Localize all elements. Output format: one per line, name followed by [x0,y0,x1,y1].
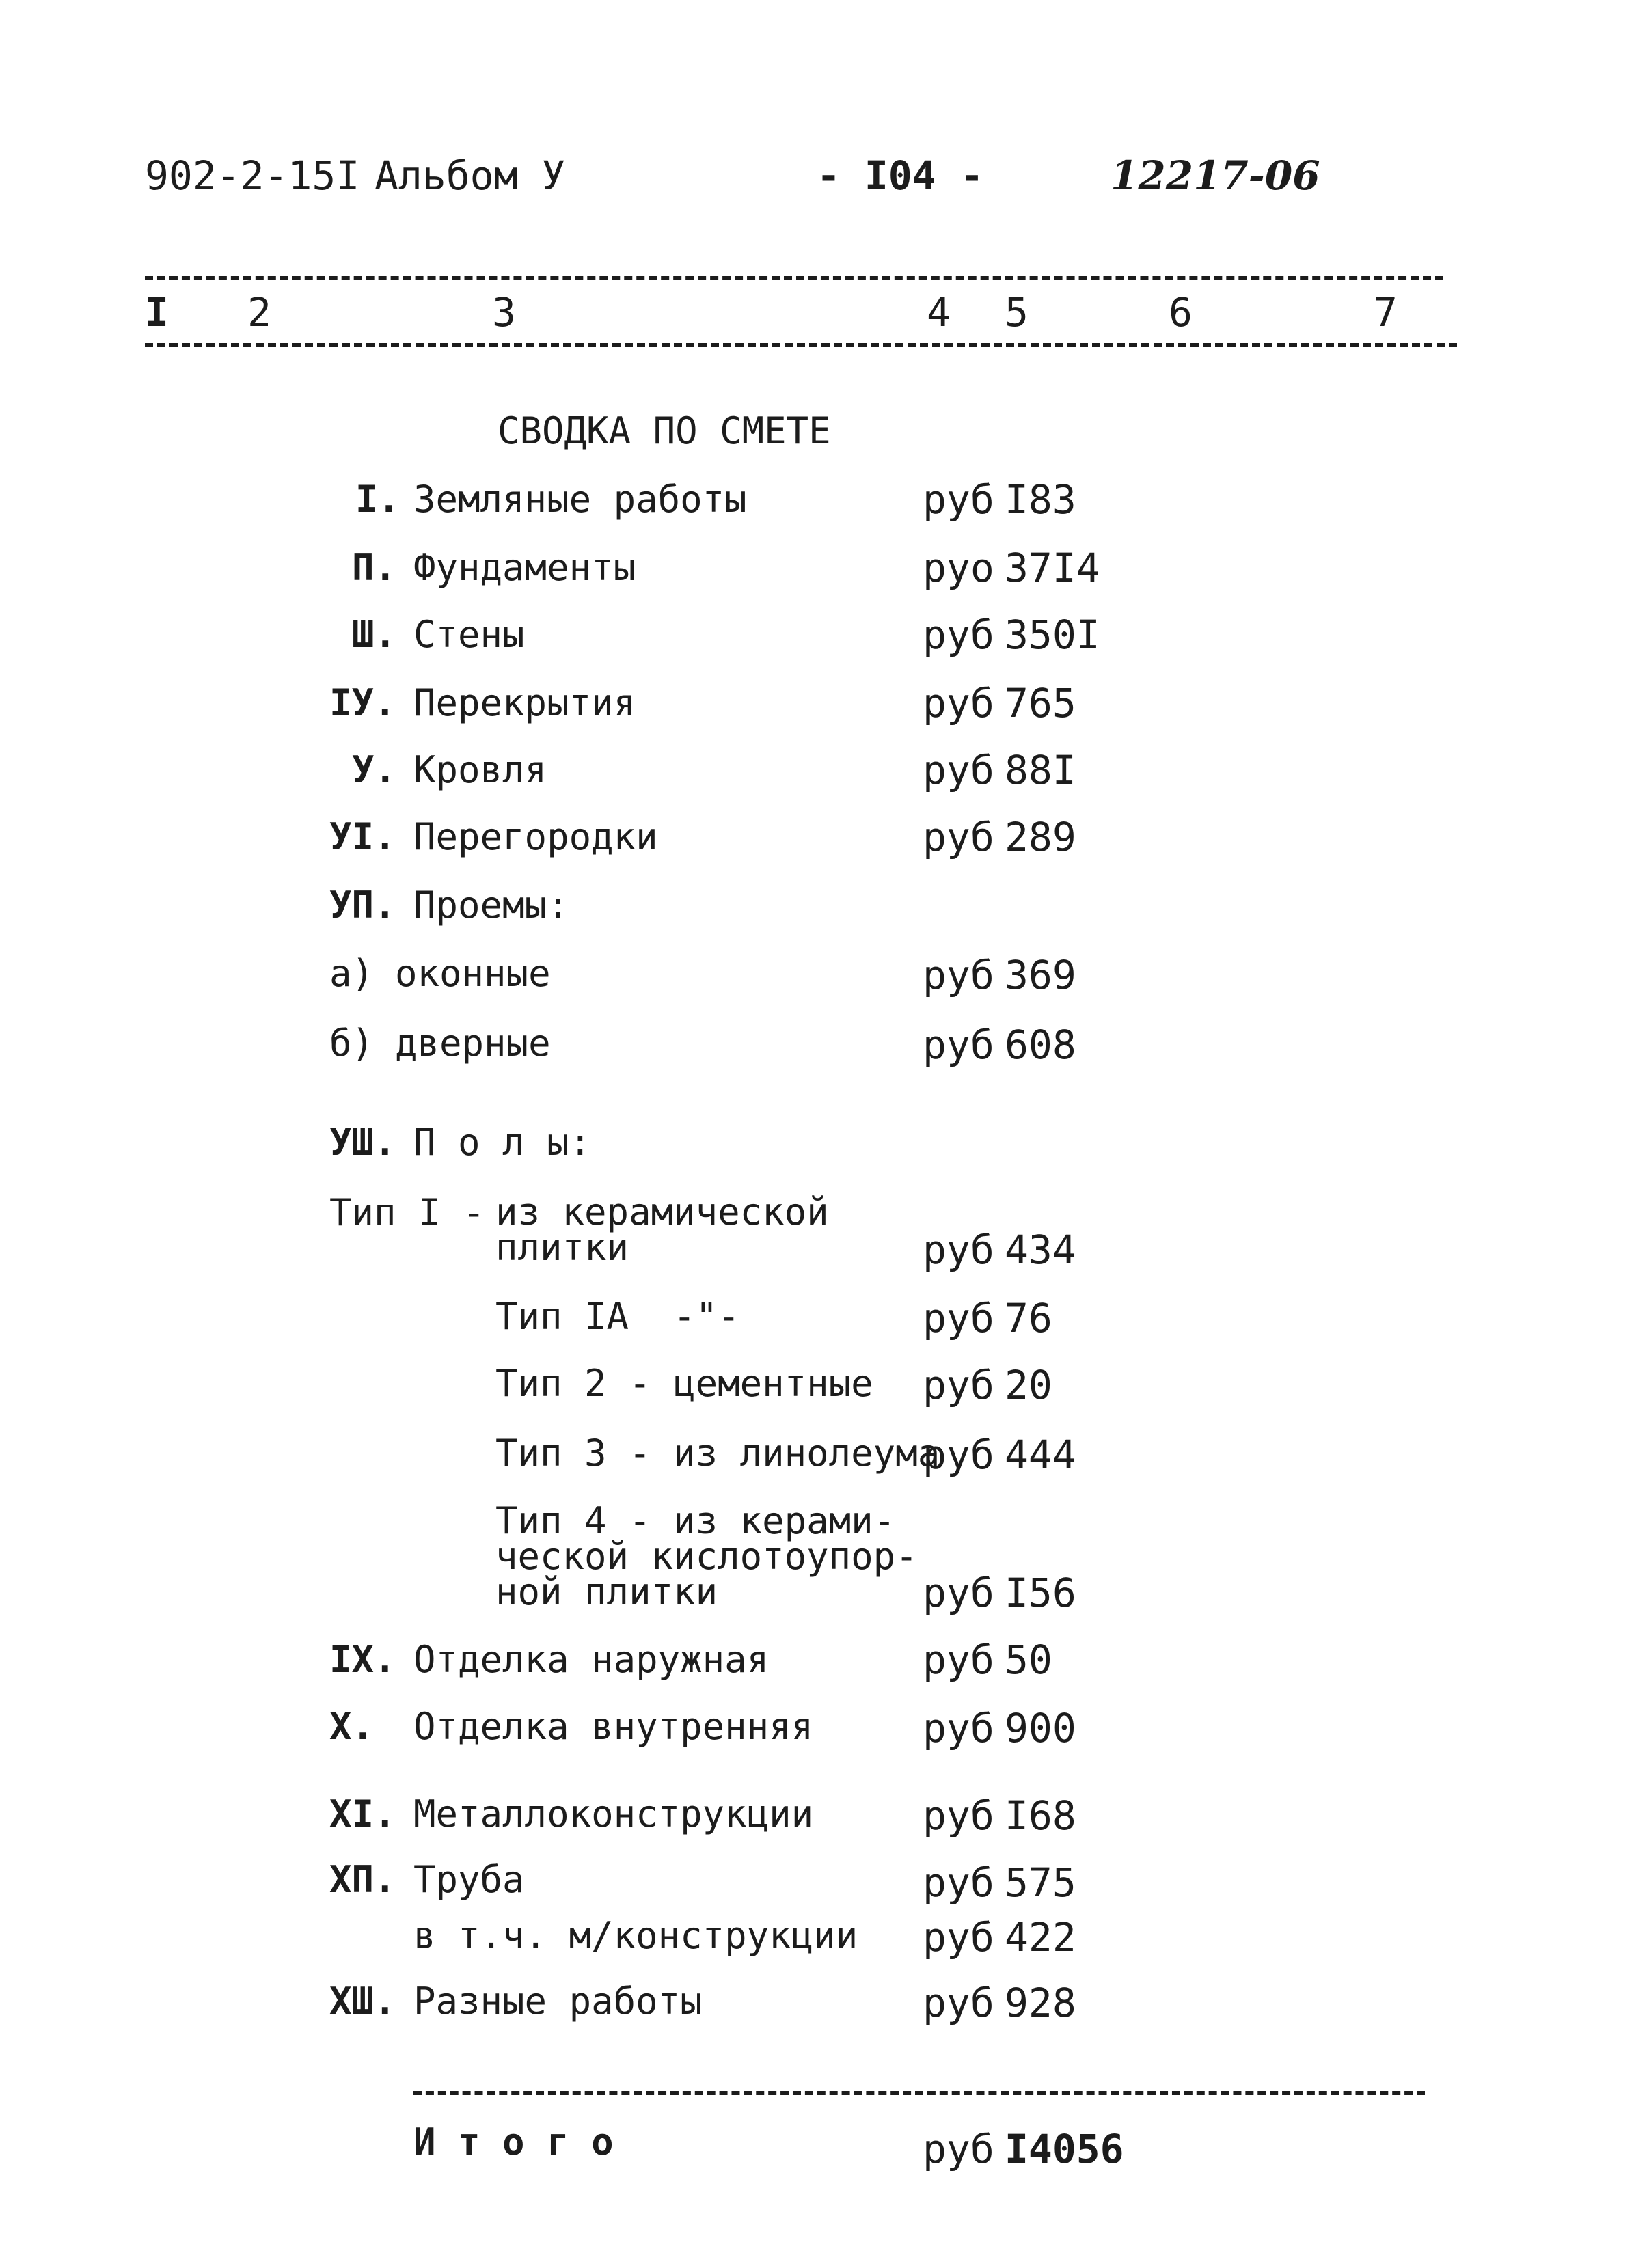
row-label: дверные [395,1022,551,1065]
row-label: Стены [413,613,525,656]
album-label: Альбом У [375,152,566,199]
row-currency: руб [923,1914,994,1960]
row-number: УШ. [329,1121,396,1164]
row-currency: руб [923,1570,994,1616]
row-amount: 422 [1005,1914,1076,1960]
handwritten-ref: 12217-06 [1111,152,1320,199]
row-amount: 608 [1005,1022,1076,1068]
row-currency: руб [923,612,994,658]
row-currency: руо [923,545,994,591]
column-number-6: 6 [1169,289,1193,336]
row-amount: 928 [1005,1980,1076,2026]
row-currency: руб [923,952,994,998]
column-bottom-rule [145,343,1457,347]
row-currency: руб [923,1792,994,1839]
row-currency: руб [923,814,994,860]
column-number-2: 2 [247,289,271,336]
row-label: Отделка наружная [413,1638,770,1681]
row-label: Перегородки [413,815,658,858]
row-label: Разные работы [413,1980,703,2023]
row-amount: 88I [1005,747,1076,793]
row-number: XI. [329,1792,396,1835]
row-label: Проемы: [413,884,569,927]
row-label: Фундаменты [413,546,636,589]
row-amount: 575 [1005,1859,1076,1906]
row-amount: 765 [1005,680,1076,726]
row-amount: I83 [1005,476,1076,523]
column-number-1: I [145,289,169,336]
row-currency: руб [923,1022,994,1068]
row-currency: руб [923,1859,994,1906]
column-number-3: 3 [492,289,516,336]
row-currency: руб [923,476,994,523]
row-currency: руб [923,1705,994,1751]
row-currency: руб [923,1295,994,1341]
row-label: Отделка внутренняя [413,1705,814,1748]
row-currency: руб [923,1362,994,1408]
row-label: П о л ы: [413,1121,592,1164]
row-number: I. [355,478,400,521]
row-amount: I68 [1005,1792,1076,1839]
row-number: УI. [329,815,396,858]
row-amount: 76 [1005,1295,1052,1341]
row-number: IX. [329,1638,396,1681]
column-number-7: 7 [1374,289,1398,336]
row-number: Ш. [352,613,397,656]
row-number: Тип I - [329,1191,485,1234]
row-currency: руб [923,1980,994,2026]
row-amount: 289 [1005,814,1076,860]
row-amount: 350I [1005,612,1100,658]
row-number: б) [329,1022,375,1065]
row-amount: 50 [1005,1637,1052,1683]
row-number: X. [329,1705,375,1748]
row-amount: 434 [1005,1227,1076,1273]
row-currency: руб [923,1637,994,1683]
row-currency: руб [923,1432,994,1478]
row-number: XШ. [329,1980,396,2023]
row-number: XП. [329,1858,396,1901]
total-label: И т о г о [413,2120,614,2163]
doc-code: 902-2-15I [145,152,360,199]
row-label: Тип 2 - цементные [495,1362,873,1405]
row-label: Металлоконструкции [413,1792,814,1835]
row-amount: 900 [1005,1705,1076,1751]
row-amount: 20 [1005,1362,1052,1408]
row-label: Тип 3 - из линолеума [495,1432,940,1475]
column-top-rule [145,276,1443,280]
row-amount: 37I4 [1005,545,1100,591]
total-currency: руб [923,2126,994,2172]
page-title: СВОДКА ПО СМЕТЕ [498,409,831,452]
row-label: Кровля [413,748,547,791]
row-label: в т.ч. м/конструкции [413,1914,858,1957]
row-label: из керамической плитки [495,1190,829,1269]
row-label: Земляные работы [413,478,747,521]
row-label: Тип 4 - из керами- ческой кислотоупор- ной плитки [495,1499,918,1613]
row-label: Тип IА -"- [495,1295,740,1338]
row-number: П. [352,546,397,589]
row-number: а) [329,952,375,995]
page-number: - I04 - [817,152,984,199]
row-number: У. [352,748,397,791]
row-number: УП. [329,884,396,927]
row-amount: 444 [1005,1432,1076,1478]
row-amount: I56 [1005,1570,1076,1616]
row-label: Перекрытия [413,681,636,724]
row-label: оконные [395,952,551,995]
row-currency: руб [923,680,994,726]
row-amount: 369 [1005,952,1076,998]
row-number: IУ. [329,681,396,724]
row-label: Труба [413,1858,525,1901]
total-rule [413,2091,1425,2095]
total-amount: I4056 [1005,2126,1124,2172]
row-currency: руб [923,1227,994,1273]
column-number-4: 4 [927,289,951,336]
row-currency: руб [923,747,994,793]
column-number-5: 5 [1005,289,1029,336]
